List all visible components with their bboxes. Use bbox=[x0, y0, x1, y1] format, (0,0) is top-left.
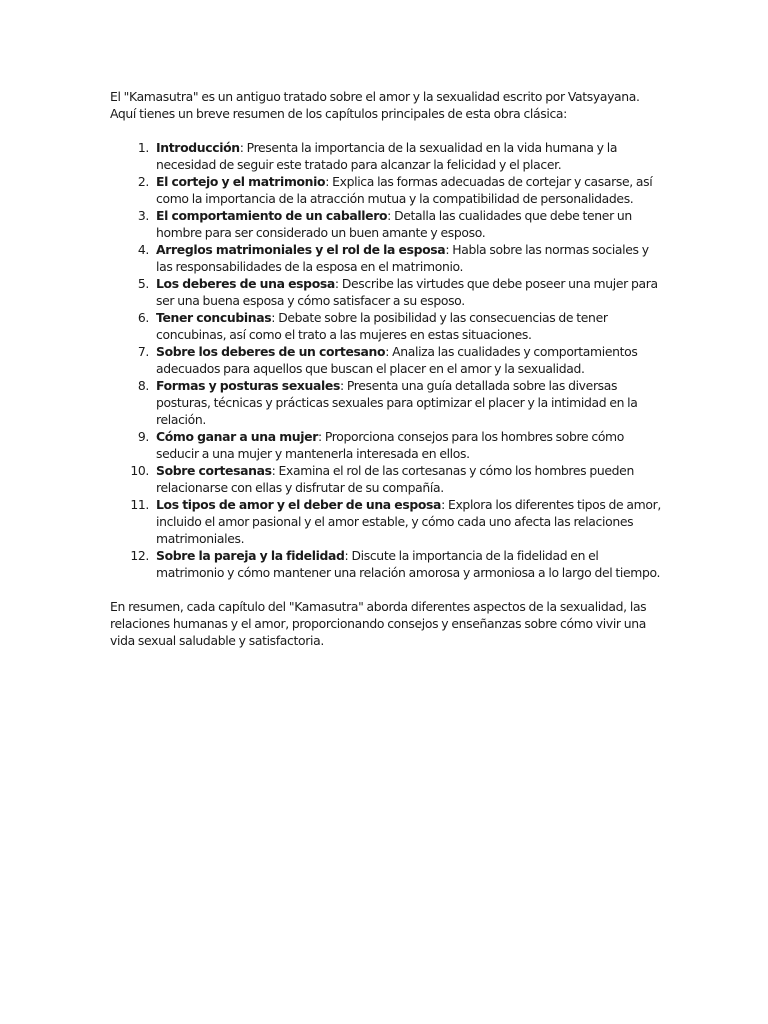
item-title: Formas y posturas sexuales bbox=[156, 378, 340, 393]
item-number: 9. bbox=[137, 429, 149, 444]
list-item bbox=[110, 377, 666, 428]
item-text: : Explica las formas adecuadas de cortejar y casarse, así como la importancia de la atracción mutua y la compatibilidad de personalidades. bbox=[156, 174, 653, 206]
item-number: 1. bbox=[137, 140, 149, 155]
item-title: El comportamiento de un caballero bbox=[156, 208, 388, 223]
item-text: : Presenta una guía detallada sobre las diversas posturas, técnicas y prácticas sexuales para optimizar el placer y la intimidad en la relación. bbox=[156, 378, 638, 427]
item-text: : Proporciona consejos para los hombres sobre cómo seducir a una mujer y mantenerla interesada en ellos. bbox=[156, 429, 625, 461]
item-title: Sobre los deberes de un cortesano bbox=[156, 344, 386, 359]
item-text: : Habla sobre las normas sociales y las responsabilidades de la esposa en el matrimonio. bbox=[156, 242, 649, 274]
list-item bbox=[110, 275, 666, 309]
item-title: Los deberes de una esposa bbox=[156, 276, 335, 291]
item-number: 2. bbox=[137, 174, 149, 189]
item-title: Sobre cortesanas bbox=[156, 463, 272, 478]
item-text: : Presenta la importancia de la sexualidad en la vida humana y la necesidad de seguir este tratado para alcanzar la felicidad y el placer. bbox=[156, 140, 618, 172]
list-item bbox=[110, 241, 666, 275]
item-text: : Explora los diferentes tipos de amor, incluido el amor pasional y el amor estable, y cómo cada uno afecta las relaciones matrimoniales. bbox=[156, 497, 661, 546]
chapter-list bbox=[110, 139, 666, 581]
item-title: El cortejo y el matrimonio bbox=[156, 174, 326, 189]
item-number: 8. bbox=[137, 378, 149, 393]
document-page bbox=[110, 88, 666, 649]
item-number: 7. bbox=[137, 344, 149, 359]
list-item bbox=[110, 309, 666, 343]
item-title: Tener concubinas bbox=[156, 310, 272, 325]
item-title: Arreglos matrimoniales y el rol de la esposa bbox=[156, 242, 446, 257]
list-item bbox=[110, 462, 666, 496]
item-text: : Discute la importancia de la fidelidad en el matrimonio y cómo mantener una relación amorosa y armoniosa a lo largo del tiempo. bbox=[156, 548, 661, 580]
item-number: 6. bbox=[137, 310, 149, 325]
item-number: 4. bbox=[137, 242, 149, 257]
item-number: 5. bbox=[137, 276, 149, 291]
list-item bbox=[110, 428, 666, 462]
list-item bbox=[110, 547, 666, 581]
item-text: : Debate sobre la posibilidad y las consecuencias de tener concubinas, así como el trato a las mujeres en estas situaciones. bbox=[156, 310, 608, 342]
item-number: 3. bbox=[137, 208, 149, 223]
item-text: : Detalla las cualidades que debe tener un hombre para ser considerado un buen amante y esposo. bbox=[156, 208, 632, 240]
list-item bbox=[110, 173, 666, 207]
list-item bbox=[110, 207, 666, 241]
item-number: 12. bbox=[130, 548, 149, 563]
list-item bbox=[110, 496, 666, 547]
item-number: 10. bbox=[130, 463, 149, 478]
item-text: : Analiza las cualidades y comportamientos adecuados para aquellos que buscan el placer en el amor y la sexualidad. bbox=[156, 344, 638, 376]
item-title: Cómo ganar a una mujer bbox=[156, 429, 318, 444]
item-text: : Examina el rol de las cortesanas y cómo los hombres pueden relacionarse con ellas y disfrutar de su compañía. bbox=[156, 463, 634, 495]
list-item bbox=[110, 343, 666, 377]
list-item bbox=[110, 139, 666, 173]
intro-paragraph: El "Kamasutra" es un antiguo tratado sobre el amor y la sexualidad escrito por Vatsyayana. Aquí tienes un breve resumen de los capítulos principales de esta obra clásica: bbox=[110, 89, 640, 121]
item-text: : Describe las virtudes que debe poseer una mujer para ser una buena esposa y cómo satisfacer a su esposo. bbox=[156, 276, 658, 308]
item-title: Introducción bbox=[156, 140, 240, 155]
item-title: Los tipos de amor y el deber de una esposa bbox=[156, 497, 442, 512]
item-number: 11. bbox=[130, 497, 149, 512]
item-title: Sobre la pareja y la fidelidad bbox=[156, 548, 345, 563]
conclusion-paragraph: En resumen, cada capítulo del "Kamasutra" aborda diferentes aspectos de la sexualidad, las relaciones humanas y el amor, proporcionando consejos y enseñanzas sobre cómo vivir una vida sexual saludable y satisfactoria. bbox=[110, 599, 647, 648]
